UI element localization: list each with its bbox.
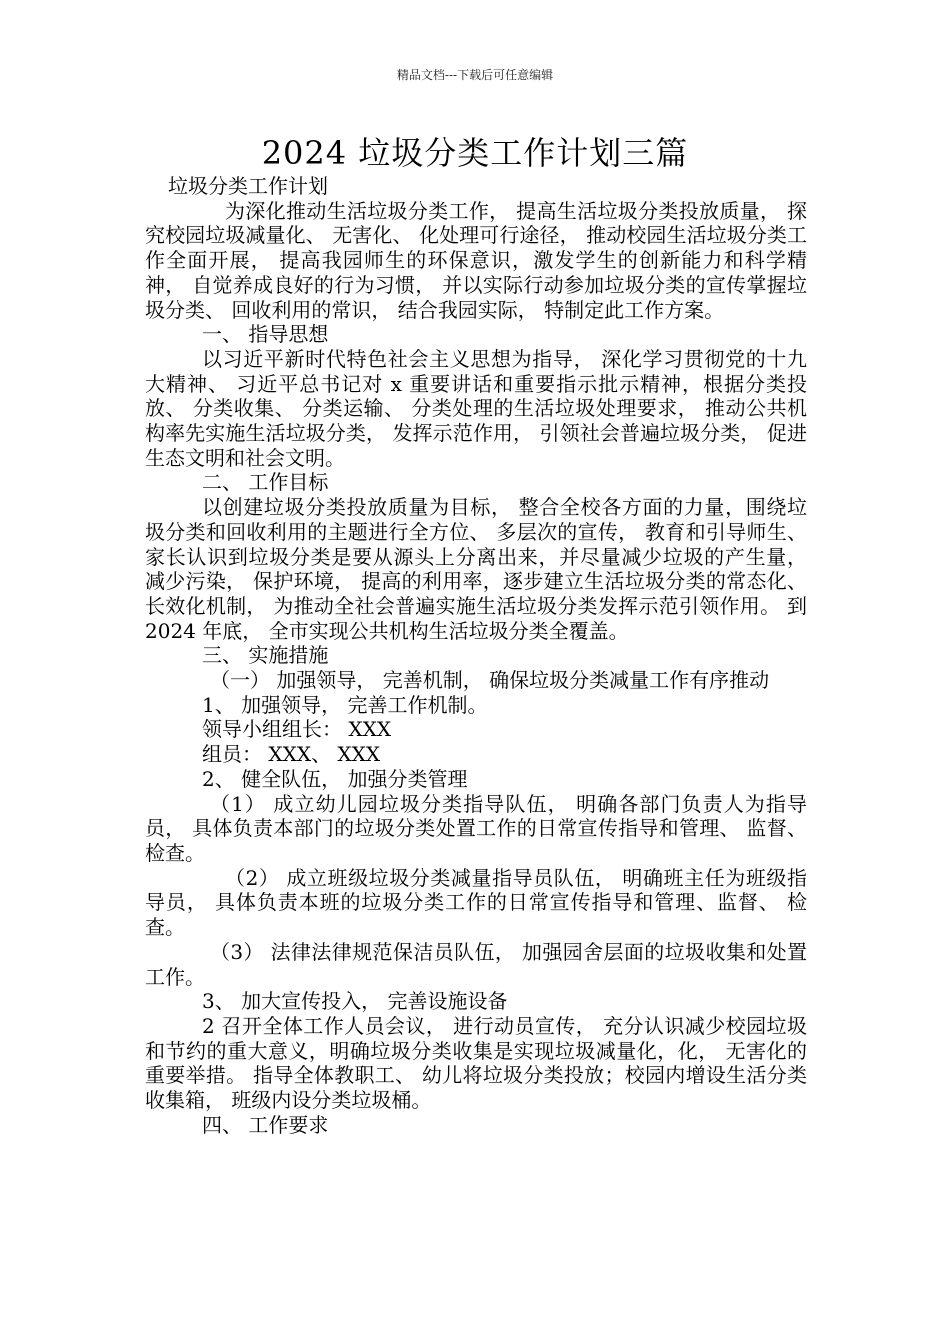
paragraph: 3、 加大宣传投入， 完善设施设备	[202, 989, 508, 1014]
paragraph: （3） 法律法律规范保洁员队伍， 加强园舍层面的垃圾收集和处置工作。	[145, 939, 807, 989]
paragraph: 组员： XXX、 XXX	[202, 742, 381, 767]
paragraph: （一） 加强领导， 完善机制， 确保垃圾分类减量工作有序推动	[210, 668, 770, 693]
document-title: 2024 垃圾分类工作计划三篇	[261, 134, 689, 172]
paragraph: 三、 实施措施	[202, 643, 329, 668]
page-header: 精品文档---下载后可任意编辑	[396, 68, 554, 82]
paragraph: 为深化推动生活垃圾分类工作， 提高生活垃圾分类投放质量， 探究校园垃圾减量化、 无害化、 化处理可行途径， 推动校园生活垃圾分类工作全面开展， 提高我园师生的环保意识，激发学生的创新能力和科学精神， 自觉养成良好的行为习惯， 并以实际行动参加垃圾分类的宣传掌握垃圾分类、 回收利用的常识， 结合我园实际， 特制定此工作方案。	[145, 198, 807, 322]
paragraph: 四、 工作要求	[202, 1112, 329, 1137]
paragraph: 2、 健全队伍， 加强分类管理	[202, 766, 468, 791]
paragraph: 2 召开全体工作人员会议， 进行动员宣传， 充分认识减少校园垃圾和节约的重大意义，明确垃圾分类收集是实现垃圾减量化，化， 无害化的重要举措。 指导全体教职工、 幼儿将垃圾分类投放；校园内增设生活分类收集箱， 班级内设分类垃圾桶。	[145, 1013, 807, 1113]
paragraph: 以创建垃圾分类投放质量为目标， 整合全校各方面的力量，围绕垃圾分类和回收利用的主题进行全方位、 多层次的宣传， 教育和引导师生、 家长认识到垃圾分类是要从源头上分离出来，并尽量减少垃圾的产生量， 减少污染， 保护环境， 提高的利用率，逐步建立生活垃圾分类的常态化、 长效化机制， 为推动全社会普遍实施生活垃圾分类发挥示范引领作用。 到 2024 年底， 全市实现公共机构生活垃圾分类全覆盖。	[145, 495, 807, 643]
paragraph: 垃圾分类工作计划	[168, 174, 328, 198]
paragraph: 1、 加强领导， 完善工作机制。	[202, 692, 488, 717]
paragraph: （1） 成立幼儿园垃圾分类指导队伍， 明确各部门负责人为指导员， 具体负责本部门的垃圾分类处置工作的日常宣传指导和管理、 监督、 检查。	[145, 791, 807, 865]
paragraph: （2） 成立班级垃圾分类减量指导员队伍， 明确班主任为班级指导员， 具体负责本班的垃圾分类工作的日常宣传指导和管理、监督、 检查。	[145, 865, 807, 940]
paragraph: 一、 指导思想	[202, 322, 329, 347]
paragraph: 以习近平新时代特色社会主义思想为指导， 深化学习贯彻党的十九大精神、 习近平总书记对 x 重要讲话和重要指示批示精神，根据分类投放、 分类收集、 分类运输、 分类处理的生活垃圾处理要求， 推动公共机构率先实施生活垃圾分类， 发挥示范作用， 引领社会普遍垃圾分类， 促进生态文明和社会文明。	[145, 346, 807, 470]
paragraph: 领导小组组长： XXX	[202, 717, 392, 742]
paragraph: 二、 工作目标	[202, 470, 329, 495]
document-body	[145, 174, 807, 1137]
